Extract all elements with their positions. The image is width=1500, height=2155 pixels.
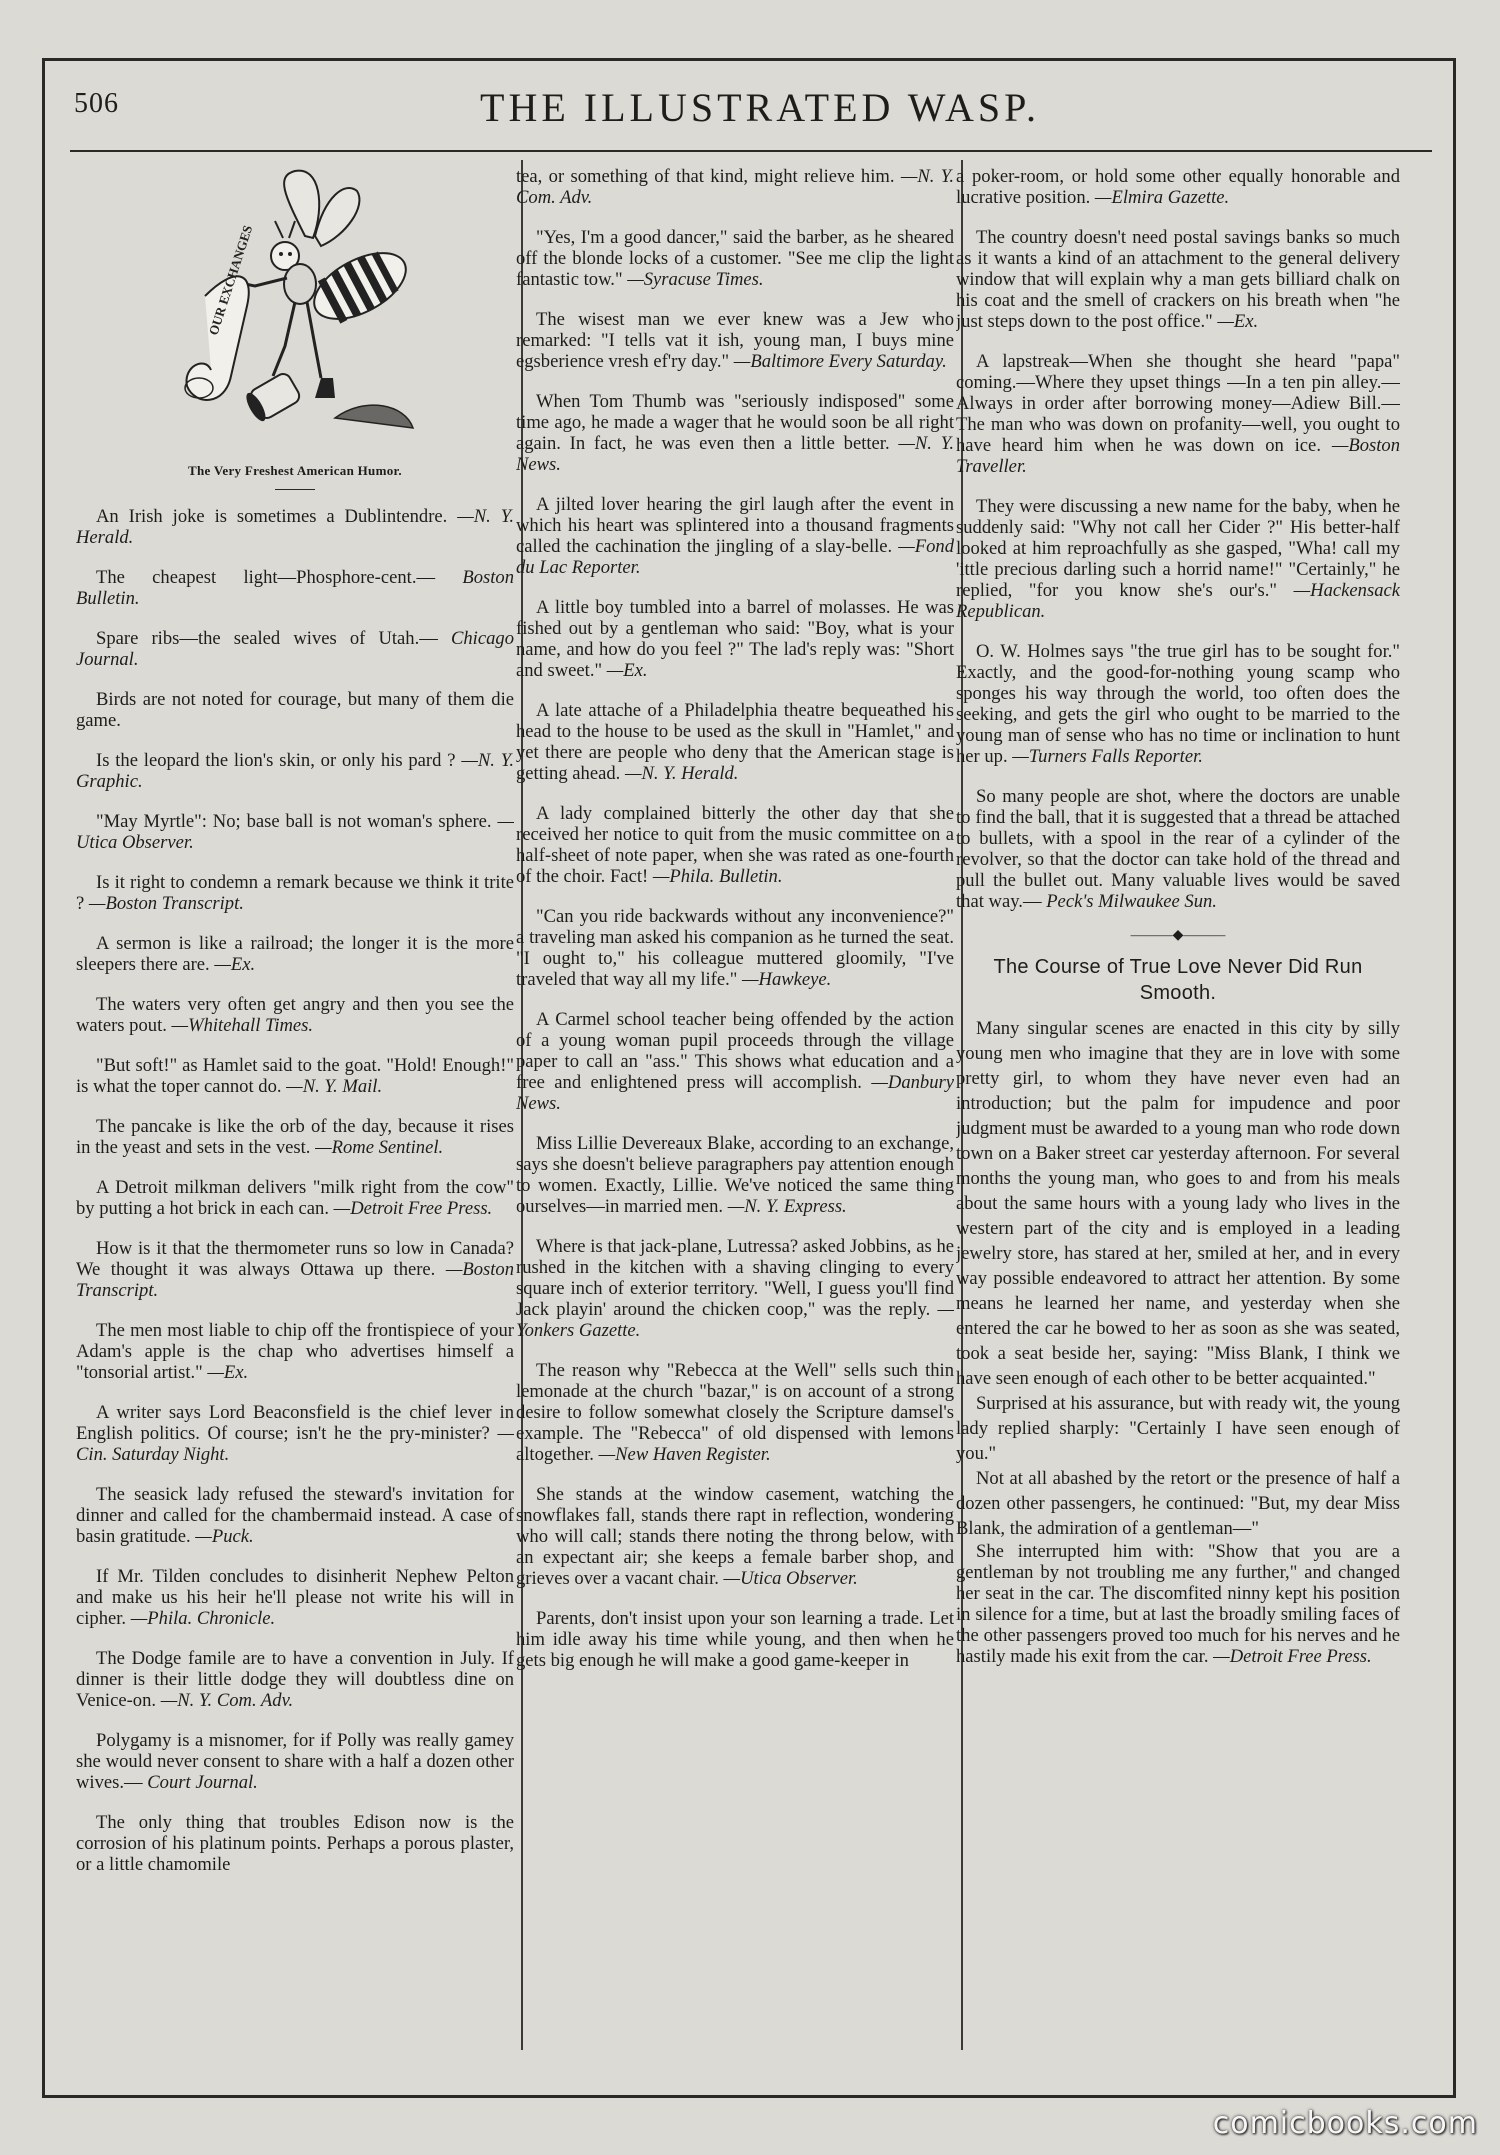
joke-item bbox=[956, 496, 1400, 622]
joke-source: Court Journal. bbox=[147, 1772, 258, 1793]
joke-source: —Ex. bbox=[606, 660, 648, 681]
joke-source: —Utica Observer. bbox=[723, 1568, 858, 1589]
joke-source: —Cin. Saturday Night. bbox=[76, 1423, 514, 1465]
story-paragraph bbox=[956, 1016, 1400, 1391]
joke-source: —Boston Transcript. bbox=[88, 893, 244, 914]
joke-item bbox=[516, 227, 954, 290]
joke-text: So many people are shot, where the doctors are unable to find the ball, that it is suggested that a thread be attached to bullets, with a spool in the rear of a cylinder of the revolver, so that the doctor can take hold of the thread and pull the bullet out. Many valuable lives would be saved that way.— bbox=[956, 786, 1400, 912]
joke-item bbox=[76, 689, 514, 731]
joke-text: A writer says Lord Beaconsfield is the chief lever in English politics. Of course; isn't he the pry-minister? bbox=[76, 1402, 514, 1444]
joke-item bbox=[516, 1360, 954, 1465]
joke-item bbox=[516, 1484, 954, 1589]
joke-source: Chicago Journal. bbox=[76, 628, 514, 670]
joke-item bbox=[76, 628, 514, 670]
joke-item bbox=[956, 166, 1400, 208]
joke-item bbox=[76, 1320, 514, 1383]
joke-item bbox=[76, 1055, 514, 1097]
joke-text: A Detroit milkman delivers "milk right from the cow" by putting a hot brick in each can. bbox=[76, 1177, 514, 1219]
joke-source: —Boston Transcript. bbox=[76, 1259, 514, 1301]
joke-source: —N. Y. Herald. bbox=[76, 506, 514, 548]
joke-text: The seasick lady refused the steward's invitation for dinner and called for the chambermaid instead. A case of basin gratitude. bbox=[76, 1484, 514, 1547]
joke-item bbox=[76, 1566, 514, 1629]
joke-item bbox=[76, 1730, 514, 1793]
joke-source: —Danbury News. bbox=[516, 1072, 954, 1114]
illustration-caption: The Very Freshest American Humor. bbox=[188, 463, 402, 478]
joke-item bbox=[516, 391, 954, 475]
joke-source: —Ex. bbox=[207, 1362, 249, 1383]
joke-source: —N. Y. Herald. bbox=[624, 763, 739, 784]
joke-text: The Dodge famile are to have a convention in July. If dinner is their little dodge they will doubtless dine on Venice-on. bbox=[76, 1648, 514, 1711]
joke-text: If Mr. Tilden concludes to disinherit Nephew Pelton and make us his heir he'll please not write his will in cipher. bbox=[76, 1566, 514, 1629]
joke-source: —Fond du Lac Reporter. bbox=[516, 536, 954, 578]
column-2 bbox=[516, 166, 954, 2046]
joke-text: Parents, don't insist upon your son learning a trade. Let him idle away his time while young, and then when he gets big enough he will make a good game-keeper in bbox=[516, 1608, 954, 1671]
joke-text: An Irish joke is sometimes a Dublintendre. bbox=[96, 506, 448, 527]
page-number: 506 bbox=[74, 88, 119, 119]
joke-item bbox=[956, 351, 1400, 477]
joke-source: Peck's Milwaukee Sun. bbox=[1046, 891, 1217, 912]
joke-item bbox=[76, 1402, 514, 1465]
story-title: The Course of True Love Never Did Run Smooth. bbox=[993, 956, 1363, 1004]
joke-item bbox=[76, 506, 514, 548]
joke-text: Spare ribs—the sealed wives of Utah.— bbox=[96, 628, 438, 649]
joke-text: Where is that jack-plane, Lutressa? asked Jobbins, as he rushed in the kitchen with a shaving clinging to every square inch of exterior territory. "Well, I guess you'll find Jack playin' around the chicken coop," was the reply. bbox=[516, 1236, 954, 1320]
joke-item bbox=[516, 1608, 954, 1671]
joke-item bbox=[956, 641, 1400, 767]
joke-item bbox=[516, 906, 954, 990]
joke-source: —N. Y. Mail. bbox=[286, 1076, 383, 1097]
joke-text: A sermon is like a railroad; the longer it is the more sleepers there are. bbox=[76, 933, 514, 975]
joke-item bbox=[516, 803, 954, 887]
story-source: —Detroit Free Press. bbox=[1213, 1646, 1372, 1667]
joke-source: —Yonkers Gazette. bbox=[516, 1299, 954, 1341]
joke-source: —N. Y. Graphic. bbox=[76, 750, 514, 792]
joke-item bbox=[516, 1236, 954, 1341]
joke-item bbox=[76, 1648, 514, 1711]
joke-text: The pancake is like the orb of the day, because it rises in the yeast and sets in the vest. bbox=[76, 1116, 514, 1158]
joke-source: —Ex. bbox=[1217, 311, 1259, 332]
joke-item bbox=[76, 1812, 514, 1875]
watermark: comicbooks.com bbox=[1212, 2106, 1478, 2141]
joke-source: —N. Y. Com. Adv. bbox=[160, 1690, 294, 1711]
joke-source: —Puck. bbox=[195, 1526, 254, 1547]
joke-text: The reason why "Rebecca at the Well" sells such thin lemonade at the church "bazar," is on account of a strong desire to follow somewhat closely the Scripture damsel's example. The "Rebecca" of old dispensed with lemons altogether. bbox=[516, 1360, 954, 1465]
joke-source: —Rome Sentinel. bbox=[315, 1137, 444, 1158]
joke-text: A Carmel school teacher being offended by the action of a young woman pupil proceeds through the village paper to call an "ass." This shows what education and a free and enlightened press will accomplish. bbox=[516, 1009, 954, 1093]
column-3 bbox=[956, 166, 1400, 2046]
caption-rule bbox=[275, 489, 315, 490]
story-paragraph bbox=[956, 1466, 1400, 1541]
joke-text: a poker-room, or hold some other equally honorable and lucrative position. bbox=[956, 166, 1400, 208]
joke-source: —Whitehall Times. bbox=[171, 1015, 314, 1036]
joke-text: When Tom Thumb was "seriously indisposed" some time ago, he made a wager that he would soon be all right again. In fact, he was even then a little better. bbox=[516, 391, 954, 454]
joke-item bbox=[76, 567, 514, 609]
joke-source: —Utica Observer. bbox=[76, 811, 514, 853]
joke-text: Birds are not noted for courage, but many of them die game. bbox=[76, 689, 514, 731]
joke-text: O. W. Holmes says "the true girl has to be sought for." Exactly, and the good-for-nothing young scamp who sponges his way through the world, too often does the seeking, and gets the girl who ought to be married to the young man of sense who has no time or inclination to hunt her up. bbox=[956, 641, 1400, 767]
joke-text: Is it right to condemn a remark because we think it trite ? bbox=[76, 872, 514, 914]
column-1 bbox=[76, 166, 514, 2046]
joke-item bbox=[76, 1238, 514, 1301]
joke-source: —Hawkeye. bbox=[742, 969, 832, 990]
story-paragraph-text: Many singular scenes are enacted in this city by silly young men who imagine that they are in love with some pretty girl, to whom they have never even had an introduction; but the palm for impudence and poor judgment must be awarded to a young man who rode down town on a Baker street car yesterday afternoon. For several months the young man, who goes to and from his meals about the same hours with a young lady who lives in the western part of the city and is employed in a leading jewelry store, has stared at her, smiled at her, and in every way possible endeavored to attract her attention. By some means he learned her name, and yesterday when she entered the car he bowed to her as soon as she was seated, took a seat beside her, saying: "Miss Blank, I think we have seen enough of each other to be better acquainted." bbox=[956, 1018, 1400, 1389]
joke-item bbox=[956, 786, 1400, 912]
joke-source: —Elmira Gazette. bbox=[1094, 187, 1230, 208]
joke-text: "But soft!" as Hamlet said to the goat. "Hold! Enough!" is what the toper cannot do. bbox=[76, 1055, 514, 1097]
story-paragraph-text: She interrupted him with: "Show that you are a gentleman by not troubling me any further," and changed her seat in the car. The discomfited ninny kept his position in silence for a time, but at last the broadly smiling faces of the other passengers proved too much for his nerves and he hastily made his exit from the car. bbox=[956, 1541, 1400, 1667]
joke-item bbox=[76, 994, 514, 1036]
joke-item bbox=[516, 700, 954, 784]
joke-item bbox=[516, 1009, 954, 1114]
masthead: THE ILLUSTRATED WASP. bbox=[480, 85, 1040, 130]
joke-text: A late attache of a Philadelphia theatre bequeathed his head to the house to be used as the skull in "Hamlet," and yet there are people who deny that the American stage is getting ahead. bbox=[516, 700, 954, 784]
column-1-items bbox=[76, 506, 514, 1875]
joke-item bbox=[76, 750, 514, 792]
joke-text: The cheapest light—Phosphore-cent.— bbox=[96, 567, 436, 588]
joke-item bbox=[76, 933, 514, 975]
joke-source: —N. Y. News. bbox=[516, 433, 954, 475]
joke-text: She stands at the window casement, watching the snowflakes fall, stands there rapt in reflection, wondering who will call; stands there noting the throng below, with an expectant air; she keeps a female barber shop, and grieves over a vacant chair. bbox=[516, 1484, 954, 1589]
joke-source: Boston Bulletin. bbox=[76, 567, 514, 609]
joke-text: A lapstreak—When she thought she heard "papa" coming.—Where they upset things —In a ten pin alley.—Always in order after borrowing money—Adiew Bill.—The man who was down on profanity—well, you ought to have heard him when he was down on ice. bbox=[956, 351, 1400, 456]
joke-item bbox=[76, 1484, 514, 1547]
joke-source: —Boston Traveller. bbox=[956, 435, 1400, 477]
story-body bbox=[956, 1016, 1400, 1667]
joke-source: —Ex. bbox=[214, 954, 256, 975]
joke-item bbox=[956, 227, 1400, 332]
joke-source: —Phila. Chronicle. bbox=[130, 1608, 276, 1629]
banner-label: OUR EXCHANGES bbox=[205, 223, 256, 337]
story-paragraph bbox=[956, 1541, 1400, 1667]
joke-text: A lady complained bitterly the other day that she received her notice to quit from the music committee on a half-sheet of note paper, when she was rated as one-fourth of the choir. Fact! bbox=[516, 803, 954, 887]
joke-text: Miss Lillie Devereaux Blake, according to an exchange, says she doesn't believe paragraphers pay attention enough to women. Exactly, Lillie. We've noticed the same thing ourselves—in married men. bbox=[516, 1133, 954, 1217]
joke-item bbox=[516, 494, 954, 578]
story-paragraph-text: Not at all abashed by the retort or the presence of half a dozen other passengers, he continued: "But, my dear Miss Blank, the admiration of a gentleman—" bbox=[956, 1468, 1400, 1539]
joke-item bbox=[76, 872, 514, 914]
joke-item bbox=[76, 1116, 514, 1158]
story-paragraph bbox=[956, 1391, 1400, 1466]
header-rule bbox=[70, 150, 1432, 152]
joke-source: —N. Y. Com. Adv. bbox=[516, 166, 954, 208]
column-3-items bbox=[956, 166, 1400, 912]
joke-source: —Phila. Bulletin. bbox=[652, 866, 783, 887]
joke-text: Polygamy is a misnomer, for if Polly was really gamey she would never consent to share with a half a dozen other wives.— bbox=[76, 1730, 514, 1793]
ornament-divider: ———◆——— bbox=[1130, 928, 1226, 943]
joke-source: —Hackensack Republican. bbox=[956, 580, 1400, 622]
joke-text: "Yes, I'm a good dancer," said the barber, as he sheared off the blonde locks of a customer. "See me clip the light fantastic tow." bbox=[516, 227, 954, 290]
joke-text: The only thing that troubles Edison now is the corrosion of his platinum points. Perhaps a porous plaster, or a little chamomile bbox=[76, 1812, 514, 1875]
joke-text: The country doesn't need postal savings banks so much as it wants a kind of an attachment to the general delivery window that will explain why a man gets billiard chalk on his coat and the smell of crackers on his breath when "he just steps down to the post office." bbox=[956, 227, 1400, 332]
column-2-items bbox=[516, 166, 954, 1671]
joke-text: "Can you ride backwards without any inconvenience?" a traveling man asked his companion as he turned the seat. "I ought to," his colleague muttered gloomily, "I've traveled that way all my life." bbox=[516, 906, 954, 990]
joke-text: How is it that the thermometer runs so low in Canada? We thought it was always Ottawa up there. bbox=[76, 1238, 514, 1280]
joke-source: —Syracuse Times. bbox=[627, 269, 764, 290]
joke-text: The wisest man we ever knew was a Jew who remarked: "I tells vat it ish, young man, I buys mine egsberience vresh ef'ry day." bbox=[516, 309, 954, 372]
joke-text: The men most liable to chip off the frontispiece of your Adam's apple is the chap who advertises himself a "tonsorial artist." bbox=[76, 1320, 514, 1383]
wasp-illustration bbox=[135, 166, 455, 456]
joke-item bbox=[516, 597, 954, 681]
joke-source: —Detroit Free Press. bbox=[333, 1198, 493, 1219]
joke-text: The waters very often get angry and then you see the waters pout. bbox=[76, 994, 514, 1036]
story-paragraph-text: Surprised at his assurance, but with ready wit, the young lady replied sharply: "Certainly I have seen enough of you." bbox=[956, 1393, 1400, 1464]
joke-text: They were discussing a new name for the baby, when he suddenly said: "Why not call her Cider ?" His better-half looked at him reproachfully as she gasped, "Wha! call my 'ittle precious darling such a horrid name!" "Certainly," he replied, "for you know she's our's." bbox=[956, 496, 1400, 601]
joke-source: —Turners Falls Reporter. bbox=[1012, 746, 1203, 767]
joke-item bbox=[516, 1133, 954, 1217]
joke-text: Is the leopard the lion's skin, or only his pard ? bbox=[96, 750, 456, 771]
joke-source: —Baltimore Every Saturday. bbox=[733, 351, 947, 372]
joke-item bbox=[516, 166, 954, 208]
joke-text: A little boy tumbled into a barrel of molasses. He was fished out by a gentleman who said: "Boy, what is your name, and how do you feel ?" The lad's reply was: "Short and sweet." bbox=[516, 597, 954, 681]
joke-item bbox=[76, 1177, 514, 1219]
joke-source: —New Haven Register. bbox=[598, 1444, 771, 1465]
joke-text: A jilted lover hearing the girl laugh after the event in which his heart was splintered into a thousand fragments called the cachination the jingling of a slay-belle. bbox=[516, 494, 954, 557]
joke-source: —N. Y. Express. bbox=[727, 1196, 847, 1217]
joke-text: tea, or something of that kind, might relieve him. bbox=[516, 166, 895, 187]
joke-text: "May Myrtle": No; base ball is not woman's sphere. bbox=[96, 811, 492, 832]
joke-item bbox=[76, 811, 514, 853]
joke-item bbox=[516, 309, 954, 372]
